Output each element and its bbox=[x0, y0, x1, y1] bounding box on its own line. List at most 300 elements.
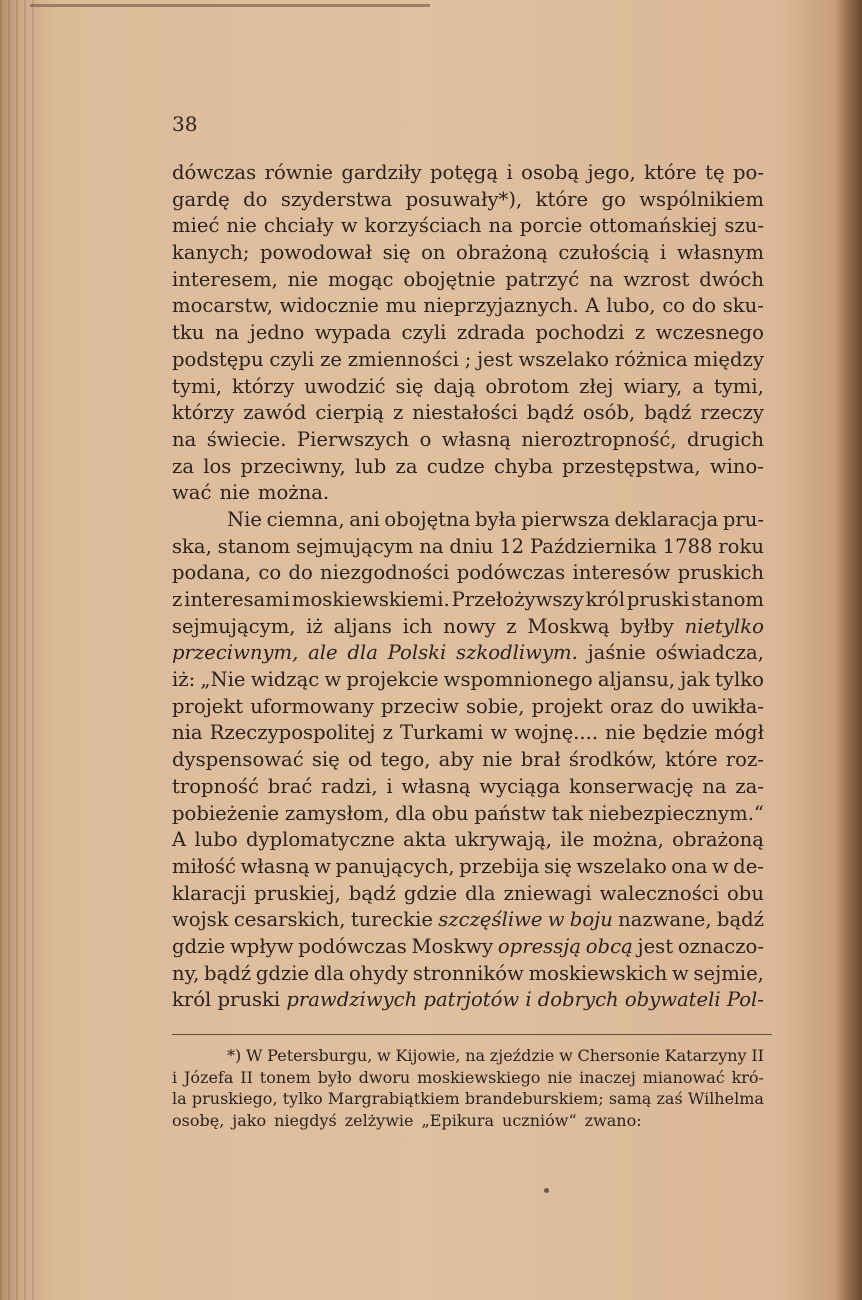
word: dla bbox=[313, 961, 345, 985]
word: sejmie, bbox=[693, 961, 764, 985]
footnote-line bbox=[172, 1088, 764, 1110]
text-line bbox=[172, 507, 764, 534]
word: los bbox=[203, 454, 232, 478]
word: za bbox=[395, 454, 418, 478]
word: państw bbox=[474, 801, 546, 825]
text-line bbox=[172, 454, 764, 481]
word: osobą bbox=[521, 161, 580, 184]
italic-word: patrjotów bbox=[423, 988, 520, 1012]
word: A bbox=[585, 294, 600, 318]
word: nowy bbox=[443, 614, 496, 638]
word: nie bbox=[547, 1067, 573, 1087]
word: własnym bbox=[676, 241, 764, 265]
word: uwikła- bbox=[691, 694, 764, 718]
word: nieroztropność, bbox=[521, 427, 677, 451]
word: sejmującym, bbox=[172, 614, 296, 638]
word: wzrost bbox=[623, 267, 690, 291]
footnote bbox=[172, 1045, 764, 1131]
italic-word: szczęśliwe bbox=[438, 908, 543, 932]
word: w bbox=[324, 668, 342, 692]
word: aljansu, bbox=[597, 668, 676, 692]
word: wspólnikiem bbox=[639, 187, 764, 211]
word: Nie bbox=[227, 507, 263, 531]
word: miłość bbox=[172, 854, 237, 878]
word: jest bbox=[637, 934, 674, 958]
word: własną bbox=[401, 774, 471, 798]
footnote-line bbox=[172, 1045, 764, 1067]
word: o bbox=[419, 427, 432, 451]
word: różnica bbox=[614, 347, 688, 371]
text-line bbox=[172, 720, 764, 747]
word: złej bbox=[579, 374, 614, 398]
text-line bbox=[172, 801, 764, 828]
italic-word: obywateli bbox=[624, 988, 721, 1012]
italic-word: opressją bbox=[497, 934, 582, 958]
word: król bbox=[172, 988, 212, 1012]
word: projekt bbox=[531, 694, 603, 718]
word: do bbox=[691, 294, 717, 318]
word: do bbox=[288, 561, 313, 585]
word: od bbox=[347, 748, 373, 772]
word: w bbox=[314, 854, 331, 878]
word: czyli bbox=[401, 321, 447, 345]
word: niegdyś bbox=[274, 1110, 337, 1130]
italic-word: dobrych bbox=[537, 988, 619, 1012]
word: uformowany bbox=[250, 694, 374, 718]
word: pruski bbox=[626, 588, 690, 611]
word: i bbox=[386, 774, 393, 798]
word: zdrada bbox=[456, 321, 526, 345]
word: Pierwszych bbox=[296, 427, 410, 451]
word: korzyściach bbox=[364, 214, 482, 238]
word: niebezpiecznym.“ bbox=[588, 801, 764, 825]
text-line bbox=[172, 267, 764, 294]
word: *) bbox=[227, 1046, 242, 1065]
word: dyspensować bbox=[172, 748, 304, 772]
word: można, bbox=[592, 828, 664, 852]
word: dla bbox=[395, 801, 426, 825]
text-line bbox=[172, 374, 764, 401]
word: i bbox=[172, 1067, 178, 1087]
word: przeciw bbox=[381, 694, 459, 718]
word: mógł bbox=[714, 721, 764, 745]
word: jak bbox=[680, 668, 710, 692]
text-line bbox=[172, 614, 764, 641]
word: ich bbox=[402, 614, 433, 638]
word: tonem bbox=[259, 1067, 311, 1087]
word: tę bbox=[705, 161, 725, 184]
binding-gutter bbox=[0, 0, 40, 1300]
word: Margrabiątkiem bbox=[327, 1089, 460, 1108]
word: którzy bbox=[232, 374, 295, 398]
word: tylko bbox=[715, 668, 764, 692]
word: świecie. bbox=[206, 427, 287, 451]
word: byłby bbox=[620, 614, 674, 638]
word: Turkami bbox=[399, 721, 484, 745]
word: na bbox=[488, 214, 513, 238]
word: nie bbox=[226, 214, 257, 238]
word: podstępu bbox=[172, 347, 264, 371]
word: co bbox=[258, 561, 282, 585]
italic-word: boju bbox=[569, 908, 613, 932]
word: interesem, bbox=[172, 267, 278, 291]
word: lubo bbox=[194, 828, 238, 852]
word: jest bbox=[477, 347, 513, 371]
text-line bbox=[172, 587, 764, 614]
text-line bbox=[172, 560, 764, 587]
word: go bbox=[601, 187, 626, 211]
word: mogąc bbox=[327, 267, 394, 291]
text-line bbox=[172, 907, 764, 934]
text-line bbox=[172, 774, 764, 801]
word: środków, bbox=[568, 748, 657, 772]
italic-word: Polski bbox=[387, 641, 447, 665]
word: sku- bbox=[722, 294, 764, 318]
word: ottomańskiej bbox=[589, 214, 718, 238]
text-line bbox=[172, 160, 764, 187]
word: tego, bbox=[380, 748, 431, 772]
word: aljans bbox=[333, 614, 392, 638]
word: na bbox=[214, 321, 240, 345]
word: przeciwny, bbox=[240, 454, 346, 478]
text-line bbox=[172, 320, 764, 347]
word: nazwane, bbox=[618, 908, 712, 932]
word: brał bbox=[520, 748, 561, 772]
word: będzie bbox=[642, 721, 708, 745]
italic-word: ale bbox=[308, 641, 338, 665]
word: zamysłom, bbox=[284, 801, 390, 825]
word: pruskiej, bbox=[254, 881, 341, 905]
word: zjeździe bbox=[489, 1046, 555, 1065]
word: la bbox=[172, 1089, 187, 1108]
word: Katarzyny bbox=[664, 1046, 747, 1065]
word: ska, bbox=[172, 534, 212, 558]
word: wojnę.... bbox=[514, 721, 599, 745]
italic-word: nietylko bbox=[684, 614, 764, 638]
word: po- bbox=[732, 161, 764, 184]
word: bądź bbox=[204, 961, 252, 985]
ink-speck bbox=[544, 1188, 549, 1193]
word: w bbox=[672, 961, 689, 985]
word: pru- bbox=[722, 507, 764, 531]
word: zawód bbox=[243, 401, 307, 425]
word: wino- bbox=[709, 454, 764, 478]
text-line bbox=[172, 293, 764, 320]
text-line bbox=[172, 961, 764, 988]
word: uwodzić bbox=[304, 374, 386, 398]
word: się bbox=[543, 854, 572, 878]
word: tropność bbox=[172, 774, 260, 798]
word: przebija bbox=[459, 854, 540, 878]
word: przestępstwa, bbox=[562, 454, 701, 478]
word: a bbox=[692, 374, 704, 398]
italic-word: dla bbox=[347, 641, 378, 665]
word: na bbox=[419, 534, 444, 558]
word: Moskwą bbox=[527, 614, 610, 638]
word: oraz bbox=[609, 694, 654, 718]
word: i bbox=[659, 241, 667, 265]
word: wpływ bbox=[230, 934, 294, 958]
word: się bbox=[311, 748, 340, 772]
word: bądź bbox=[644, 401, 692, 425]
word: obrażoną bbox=[672, 828, 764, 852]
word: tak bbox=[551, 801, 584, 825]
word: dają bbox=[433, 374, 476, 398]
word: moskiewskich bbox=[528, 961, 668, 985]
word: zelżywie bbox=[344, 1110, 414, 1130]
italic-word: przeciwnym, bbox=[172, 641, 299, 665]
word: z bbox=[634, 321, 646, 345]
word: Chersonie bbox=[577, 1046, 660, 1065]
word: wojsk bbox=[172, 908, 229, 932]
word: mu bbox=[385, 294, 417, 318]
word: wspomnionego bbox=[443, 668, 593, 692]
text-line bbox=[172, 480, 764, 507]
word: własną bbox=[240, 854, 310, 878]
word: było bbox=[317, 1067, 352, 1087]
word: król bbox=[585, 588, 625, 611]
text-line bbox=[172, 347, 764, 374]
word: II bbox=[751, 1046, 764, 1065]
text-line bbox=[172, 400, 764, 427]
word: cierpią bbox=[315, 401, 385, 425]
word: tku bbox=[172, 321, 205, 345]
word: szyderstwa bbox=[280, 187, 393, 211]
word: bądź bbox=[716, 908, 764, 932]
text-line bbox=[172, 854, 764, 881]
word: konserwację bbox=[569, 774, 694, 798]
footnote-line bbox=[172, 1110, 764, 1132]
word: sejmującym bbox=[296, 534, 414, 558]
word: drugich bbox=[687, 427, 764, 451]
word: Października bbox=[529, 534, 657, 558]
page-number: 38 bbox=[172, 112, 198, 136]
word: nie bbox=[482, 748, 513, 772]
word: kró- bbox=[731, 1067, 764, 1087]
word: ohydy bbox=[349, 961, 409, 985]
word: na bbox=[702, 774, 727, 798]
word: dwóch bbox=[699, 267, 764, 291]
word: wiary, bbox=[623, 374, 683, 398]
word: tymi, bbox=[172, 374, 223, 398]
italic-word: Pol- bbox=[726, 988, 764, 1012]
word: z bbox=[393, 401, 404, 425]
word: pierwsza bbox=[521, 507, 610, 531]
word: wać bbox=[172, 481, 212, 505]
word: na bbox=[465, 1046, 486, 1065]
word: wypada bbox=[314, 321, 392, 345]
word: pruskiego, bbox=[191, 1089, 278, 1108]
text-line bbox=[172, 534, 764, 561]
word: II bbox=[240, 1067, 253, 1087]
word: brandeburskiem; bbox=[464, 1089, 604, 1108]
word: które bbox=[665, 748, 718, 772]
word: jedno bbox=[249, 321, 305, 345]
word: radzi, bbox=[321, 774, 378, 798]
word: ciemna, bbox=[266, 507, 345, 531]
word: dniu bbox=[449, 534, 494, 558]
word: w bbox=[559, 1046, 573, 1065]
word: lub bbox=[354, 454, 387, 478]
word: czułością bbox=[558, 241, 650, 265]
italic-word: w bbox=[547, 908, 565, 932]
italic-word: i bbox=[525, 988, 532, 1012]
word: gardziły bbox=[341, 161, 422, 184]
word: tylko bbox=[282, 1089, 323, 1108]
word: z bbox=[506, 614, 517, 638]
word: za bbox=[172, 454, 195, 478]
word: mieć bbox=[172, 214, 220, 238]
word: „Epikura bbox=[421, 1110, 495, 1130]
word: szu- bbox=[724, 214, 764, 238]
word: z bbox=[172, 588, 183, 611]
word: akta bbox=[403, 828, 447, 852]
word: dla bbox=[465, 881, 496, 905]
word: za- bbox=[735, 774, 764, 798]
footnote-line bbox=[172, 1067, 764, 1089]
word: interesami bbox=[184, 588, 291, 611]
word: w bbox=[490, 721, 508, 745]
word: cesarskich, bbox=[233, 908, 346, 932]
word: potęgą bbox=[430, 161, 499, 184]
word: samą bbox=[608, 1089, 652, 1108]
word: patrzyć bbox=[505, 267, 580, 291]
word: jako bbox=[232, 1110, 267, 1130]
word: niezgodności bbox=[320, 561, 450, 585]
word: w bbox=[711, 854, 729, 878]
body-text bbox=[172, 160, 764, 1014]
word: Józefa bbox=[184, 1067, 234, 1087]
word: wszelako bbox=[576, 854, 667, 878]
word: on bbox=[421, 241, 446, 265]
word: zwano: bbox=[584, 1110, 642, 1130]
word: się bbox=[395, 374, 424, 398]
word: kanych; bbox=[172, 241, 250, 265]
word: zniewagi bbox=[503, 881, 592, 905]
italic-word: obcą bbox=[585, 934, 633, 958]
word: Kijowie, bbox=[395, 1046, 461, 1065]
word: osób, bbox=[582, 401, 636, 425]
page-right-edge bbox=[836, 0, 862, 1300]
word: które bbox=[644, 161, 697, 184]
word: stronników bbox=[412, 961, 524, 985]
word: oświadcza, bbox=[655, 641, 764, 665]
word: w bbox=[377, 1046, 391, 1065]
word: na bbox=[589, 267, 614, 291]
word: nieprzyjaznych. bbox=[423, 294, 579, 318]
text-line bbox=[172, 187, 764, 214]
word: panujących, bbox=[335, 854, 455, 878]
italic-word: prawdziwych bbox=[286, 988, 418, 1012]
word: obu bbox=[431, 801, 469, 825]
word: W bbox=[245, 1046, 263, 1065]
word: wczesnego bbox=[655, 321, 764, 345]
word: do bbox=[243, 187, 268, 211]
word: nie bbox=[219, 481, 250, 505]
word: gdzie bbox=[403, 881, 458, 905]
word: obojętna bbox=[384, 507, 471, 531]
text-line bbox=[172, 694, 764, 721]
word: podana, bbox=[172, 561, 252, 585]
word: w bbox=[340, 214, 358, 238]
word: obojętnie bbox=[403, 267, 496, 291]
word: ; bbox=[464, 347, 472, 371]
word: roz- bbox=[725, 748, 764, 772]
word: Rzeczypospolitej bbox=[209, 721, 376, 745]
word: obrotom bbox=[485, 374, 570, 398]
page-top-edge bbox=[30, 4, 430, 7]
word: powodował bbox=[259, 241, 373, 265]
word: de- bbox=[733, 854, 764, 878]
word: tymi, bbox=[713, 374, 764, 398]
word: lubo, bbox=[606, 294, 656, 318]
text-line bbox=[172, 667, 764, 694]
word: co bbox=[662, 294, 686, 318]
word: iż bbox=[306, 614, 323, 638]
word: projekt bbox=[172, 694, 244, 718]
word: widząc bbox=[250, 668, 320, 692]
text-line bbox=[172, 240, 764, 267]
word: nie bbox=[287, 267, 319, 291]
word: niestałości bbox=[412, 401, 518, 425]
word: gdzie bbox=[255, 961, 310, 985]
text-line bbox=[172, 427, 764, 454]
word: klaracji bbox=[172, 881, 247, 905]
word: ani bbox=[349, 507, 380, 531]
word: porcie bbox=[519, 214, 583, 238]
word: ile bbox=[560, 828, 585, 852]
word: ona bbox=[671, 854, 708, 878]
word: którzy bbox=[172, 401, 235, 425]
word: pruskich bbox=[677, 561, 764, 585]
word: inaczej bbox=[579, 1067, 636, 1087]
word: aby bbox=[438, 748, 474, 772]
word: obu bbox=[726, 881, 764, 905]
word: wszelako bbox=[518, 347, 609, 371]
word: dworu bbox=[358, 1067, 411, 1087]
word: pochodzi bbox=[535, 321, 625, 345]
word: deklaracja bbox=[614, 507, 719, 531]
word: Przełożywszy bbox=[451, 588, 584, 611]
word: jaśnie bbox=[587, 641, 646, 665]
word: brać bbox=[267, 774, 313, 798]
word: moskiewskiemi. bbox=[291, 588, 450, 611]
text-line bbox=[172, 934, 764, 961]
word: sobie, bbox=[466, 694, 525, 718]
word: A bbox=[172, 828, 187, 852]
word: gdzie bbox=[172, 934, 226, 958]
word: do bbox=[660, 694, 685, 718]
word: i bbox=[506, 161, 513, 184]
word: własną bbox=[441, 427, 511, 451]
word: nia bbox=[172, 721, 203, 745]
text-line bbox=[172, 747, 764, 774]
word: 12 bbox=[499, 534, 525, 558]
word: można. bbox=[257, 481, 330, 505]
word: mianować bbox=[642, 1067, 725, 1087]
word: projekcie bbox=[346, 668, 439, 692]
word: wyciąga bbox=[479, 774, 561, 798]
word: pobieżenie bbox=[172, 801, 280, 825]
word: zmienności bbox=[347, 347, 459, 371]
word: równie bbox=[264, 161, 333, 184]
word: z bbox=[382, 721, 393, 745]
word: „Nie bbox=[200, 668, 246, 692]
word: Petersburgu, bbox=[267, 1046, 373, 1065]
word: stanom bbox=[691, 588, 764, 611]
word: Wilhelma bbox=[687, 1089, 764, 1108]
word: się bbox=[382, 241, 411, 265]
